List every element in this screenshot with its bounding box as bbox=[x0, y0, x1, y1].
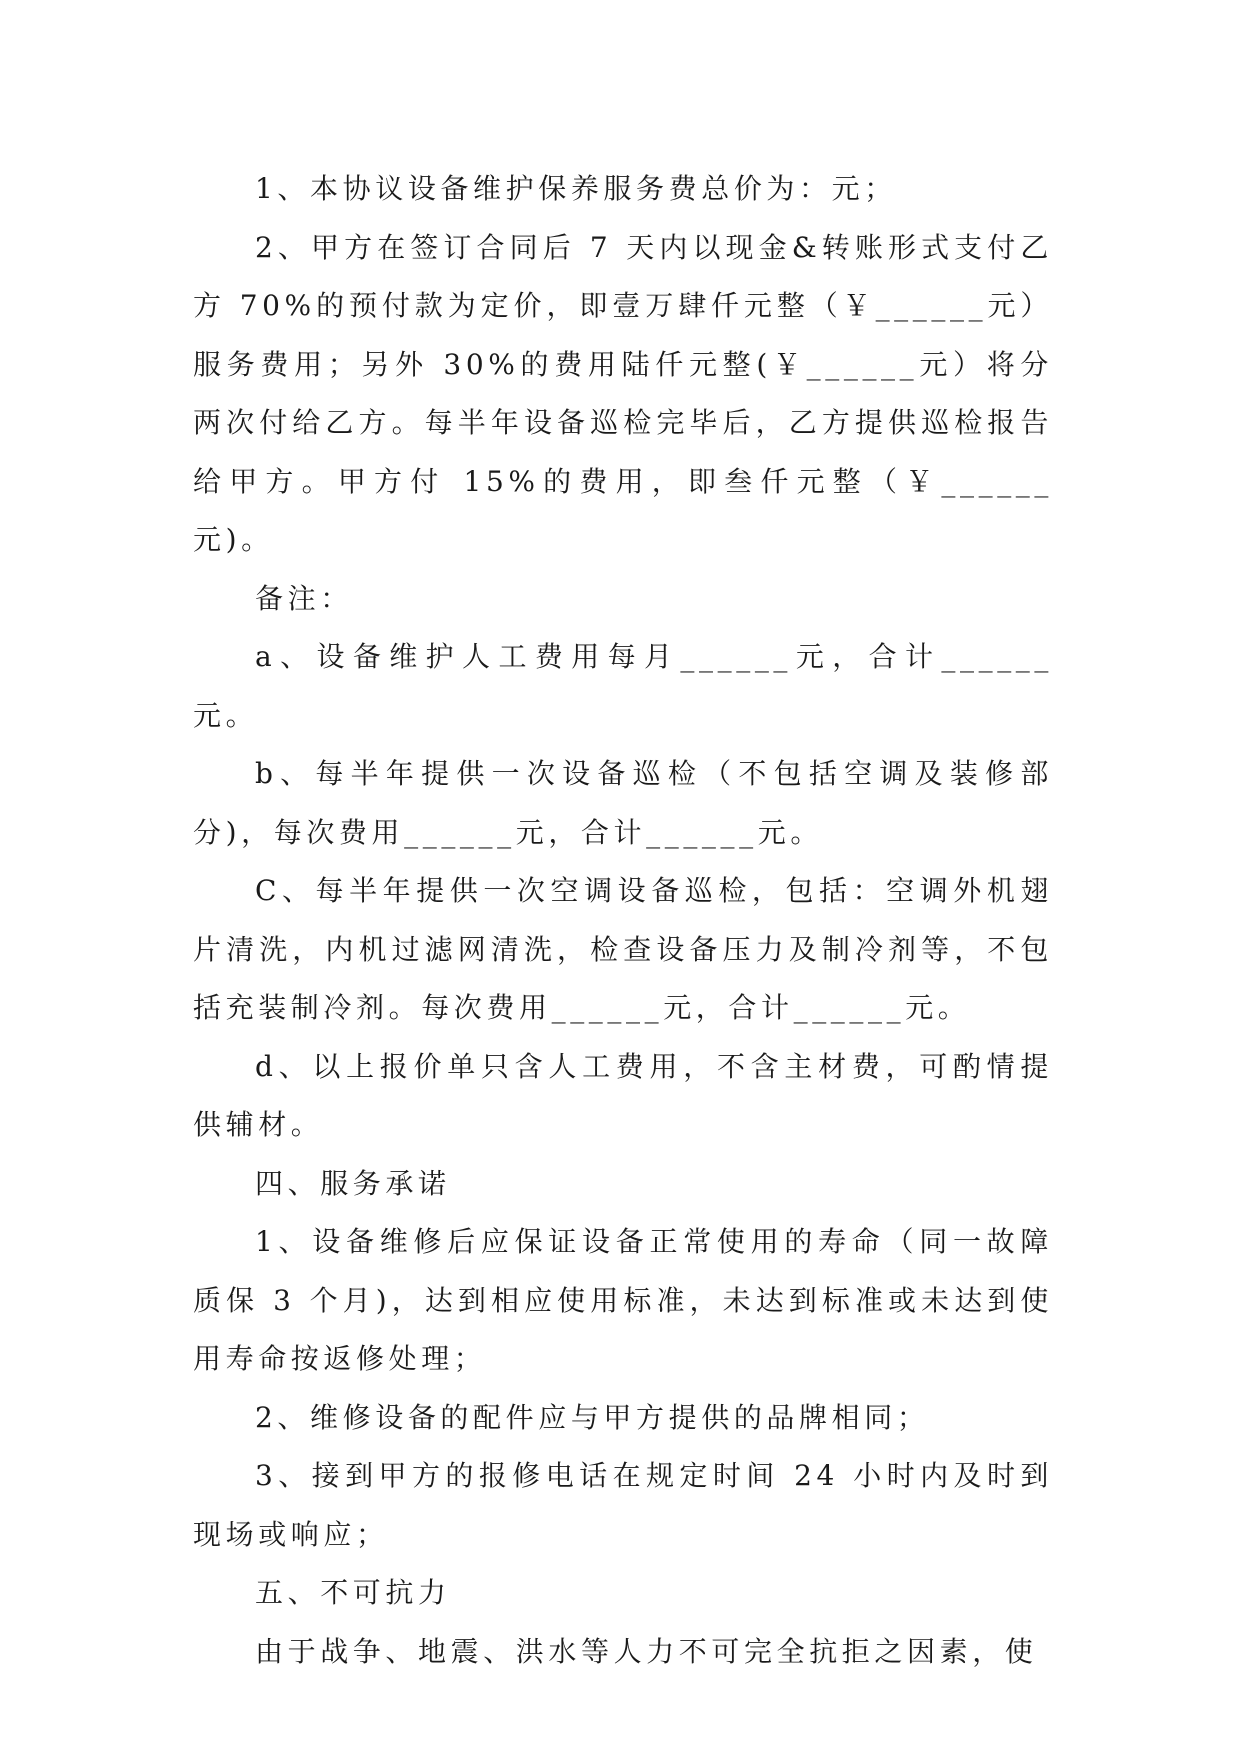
commitment-3: 3、接到甲方的报修电话在规定时间 24 小时内及时到现场或响应； bbox=[193, 1459, 1053, 1551]
commitment-2: 2、维修设备的配件应与甲方提供的品牌相同； bbox=[255, 1400, 930, 1434]
remark-b: b、每半年提供一次设备巡检（不包括空调及装修部分)，每次费用______元，合计______元。 bbox=[193, 757, 1053, 849]
section-heading-force-majeure: 五、不可抗力 bbox=[255, 1576, 451, 1609]
section-heading-service-commitment: 四、服务承诺 bbox=[255, 1166, 451, 1200]
force-majeure-text: 由于战争、地震、洪水等人力不可完全抗拒之因素，使 bbox=[255, 1634, 1038, 1668]
commitment-1: 1、设备维修后应保证设备正常使用的寿命（同一故障质保 3 个月)，达到相应使用标准，未达到标准或未达到使用寿命按返修处理； bbox=[193, 1225, 1053, 1375]
payment-terms-clause: 2、甲方在签订合同后 7 天内以现金&转账形式支付乙方 70%的预付款为定价，即壹万肆仟元整（￥______元）服务费用；另外 30%的费用陆仟元整(￥______元）将分两次付给乙方。每半年设备巡检完毕后，乙方提供巡检报告给甲方。甲方付 15%的费用，即叁仟元整（￥______元)。 bbox=[193, 230, 1053, 556]
remark-a: a、设备维护人工费用每月______元，合计______元。 bbox=[193, 640, 1053, 732]
remarks-heading: 备注： bbox=[255, 581, 353, 615]
remark-c: C、每半年提供一次空调设备巡检，包括：空调外机翅片清洗，内机过滤网清洗，检查设备压力及制冷剂等，不包括充装制冷剂。每次费用______元，合计______元。 bbox=[193, 874, 1053, 1024]
fee-total-clause: 1、本协议设备维护保养服务费总价为：元； bbox=[255, 172, 897, 205]
remark-d: d、以上报价单只含人工费用，不含主材费，可酌情提供辅材。 bbox=[193, 1049, 1053, 1141]
document-body bbox=[193, 160, 1053, 1681]
